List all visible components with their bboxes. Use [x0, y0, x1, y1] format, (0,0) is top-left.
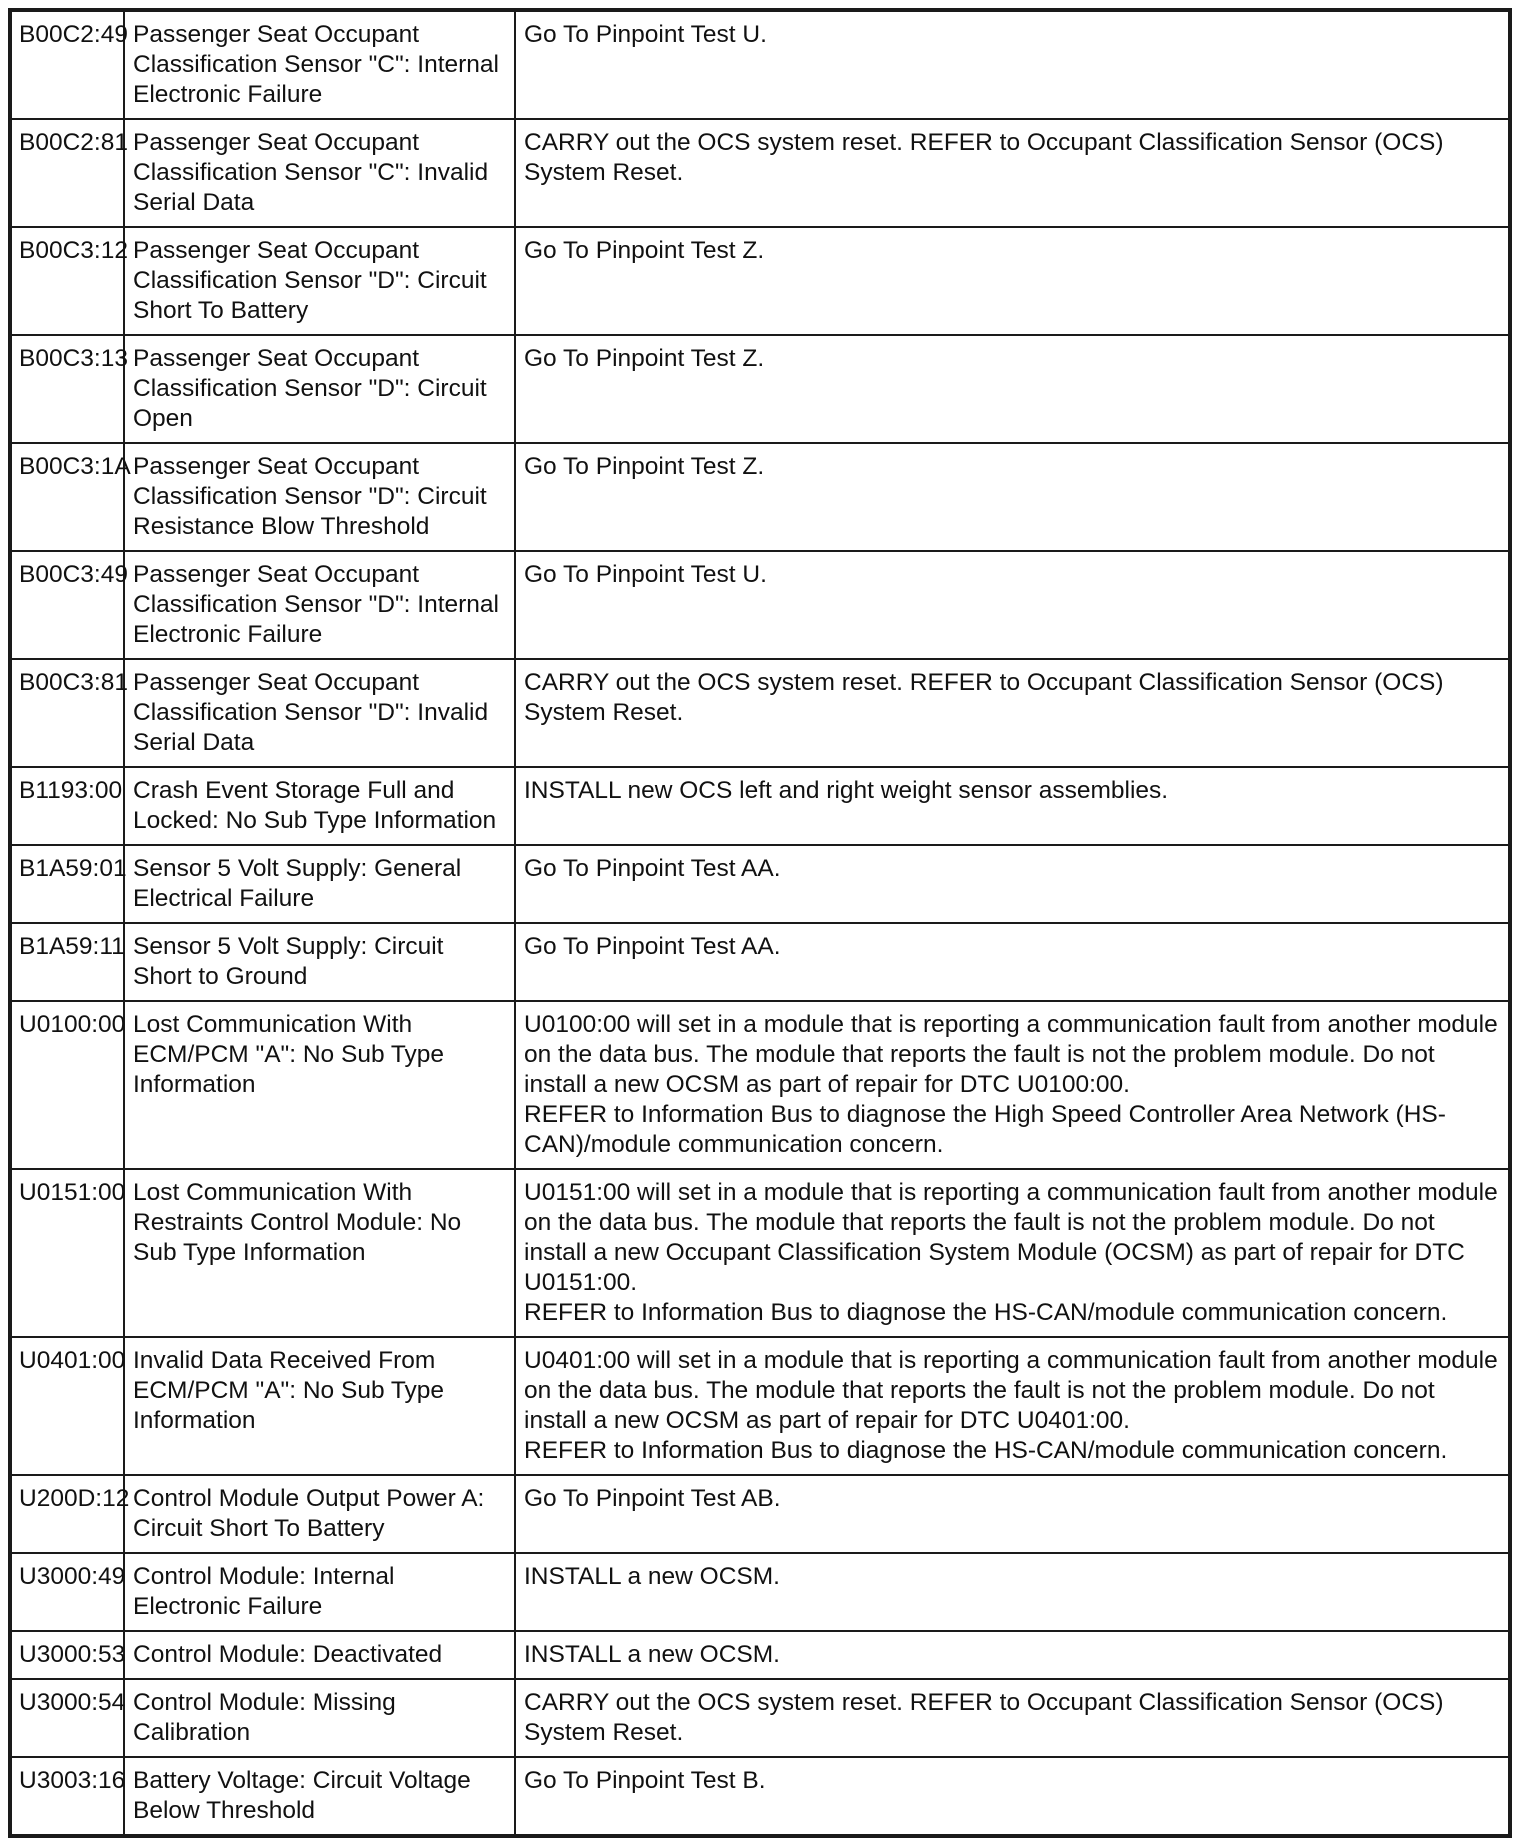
dtc-code-cell: B00C3:12 — [10, 227, 124, 335]
dtc-code-cell: U3003:16 — [10, 1757, 124, 1836]
table-row — [10, 335, 1510, 443]
dtc-code-cell: B00C2:49 — [10, 10, 124, 119]
table-row — [10, 923, 1510, 1001]
dtc-description-cell: Lost Communication With Restraints Control Module: No Sub Type Information — [124, 1169, 515, 1337]
dtc-description-cell: Passenger Seat Occupant Classification Sensor "D": Invalid Serial Data — [124, 659, 515, 767]
dtc-description-cell: Sensor 5 Volt Supply: Circuit Short to Ground — [124, 923, 515, 1001]
table-row — [10, 1553, 1510, 1631]
dtc-code-cell: B00C3:1A — [10, 443, 124, 551]
dtc-action-cell: INSTALL a new OCSM. — [515, 1553, 1510, 1631]
dtc-description-cell: Passenger Seat Occupant Classification Sensor "C": Invalid Serial Data — [124, 119, 515, 227]
table-row — [10, 1337, 1510, 1475]
table-row — [10, 119, 1510, 227]
table-row — [10, 767, 1510, 845]
dtc-code-cell: U3000:49 — [10, 1553, 124, 1631]
table-row — [10, 551, 1510, 659]
dtc-code-cell: B00C3:13 — [10, 335, 124, 443]
dtc-action-cell: Go To Pinpoint Test AA. — [515, 923, 1510, 1001]
dtc-table — [8, 8, 1512, 1838]
dtc-code-cell: U0100:00 — [10, 1001, 124, 1169]
dtc-action-cell: Go To Pinpoint Test Z. — [515, 227, 1510, 335]
dtc-action-cell: Go To Pinpoint Test U. — [515, 551, 1510, 659]
table-row — [10, 1679, 1510, 1757]
dtc-action-cell: Go To Pinpoint Test U. — [515, 10, 1510, 119]
dtc-action-cell: CARRY out the OCS system reset. REFER to Occupant Classification Sensor (OCS) System Reset. — [515, 1679, 1510, 1757]
dtc-action-cell: U0401:00 will set in a module that is reporting a communication fault from another module on the data bus. The module that reports the fault is not the problem module. Do not install a new OCSM as part of repair for DTC U0401:00. REFER to Information Bus to diagnose the HS-CAN/module communication concern. — [515, 1337, 1510, 1475]
dtc-code-cell: B1A59:01 — [10, 845, 124, 923]
dtc-action-cell: INSTALL new OCS left and right weight sensor assemblies. — [515, 767, 1510, 845]
dtc-code-cell: U0401:00 — [10, 1337, 124, 1475]
dtc-code-cell: U3000:54 — [10, 1679, 124, 1757]
dtc-action-cell: INSTALL a new OCSM. — [515, 1631, 1510, 1679]
dtc-description-cell: Passenger Seat Occupant Classification Sensor "D": Circuit Resistance Blow Threshold — [124, 443, 515, 551]
dtc-description-cell: Crash Event Storage Full and Locked: No Sub Type Information — [124, 767, 515, 845]
dtc-action-cell: Go To Pinpoint Test Z. — [515, 443, 1510, 551]
dtc-code-cell: U0151:00 — [10, 1169, 124, 1337]
dtc-description-cell: Passenger Seat Occupant Classification Sensor "D": Internal Electronic Failure — [124, 551, 515, 659]
dtc-code-cell: B00C2:81 — [10, 119, 124, 227]
dtc-description-cell: Lost Communication With ECM/PCM "A": No Sub Type Information — [124, 1001, 515, 1169]
dtc-code-cell: B1A59:11 — [10, 923, 124, 1001]
dtc-description-cell: Control Module: Internal Electronic Failure — [124, 1553, 515, 1631]
table-row — [10, 845, 1510, 923]
dtc-action-cell: CARRY out the OCS system reset. REFER to Occupant Classification Sensor (OCS) System Reset. — [515, 659, 1510, 767]
table-row — [10, 1631, 1510, 1679]
table-row — [10, 443, 1510, 551]
table-row — [10, 1001, 1510, 1169]
dtc-code-cell: B00C3:49 — [10, 551, 124, 659]
dtc-table-body — [10, 10, 1510, 1836]
dtc-action-cell: U0100:00 will set in a module that is reporting a communication fault from another module on the data bus. The module that reports the fault is not the problem module. Do not install a new OCSM as part of repair for DTC U0100:00. REFER to Information Bus to diagnose the High Speed Controller Area Network (HS-CAN)/module communication concern. — [515, 1001, 1510, 1169]
table-row — [10, 1757, 1510, 1836]
dtc-description-cell: Passenger Seat Occupant Classification Sensor "D": Circuit Open — [124, 335, 515, 443]
dtc-action-cell: Go To Pinpoint Test Z. — [515, 335, 1510, 443]
table-row — [10, 659, 1510, 767]
dtc-action-cell: CARRY out the OCS system reset. REFER to Occupant Classification Sensor (OCS) System Reset. — [515, 119, 1510, 227]
dtc-action-cell: Go To Pinpoint Test AA. — [515, 845, 1510, 923]
table-row — [10, 10, 1510, 119]
dtc-description-cell: Passenger Seat Occupant Classification Sensor "C": Internal Electronic Failure — [124, 10, 515, 119]
dtc-description-cell: Control Module: Missing Calibration — [124, 1679, 515, 1757]
dtc-description-cell: Invalid Data Received From ECM/PCM "A": No Sub Type Information — [124, 1337, 515, 1475]
dtc-code-cell: U200D:12 — [10, 1475, 124, 1553]
dtc-code-cell: B1193:00 — [10, 767, 124, 845]
dtc-description-cell: Control Module Output Power A: Circuit Short To Battery — [124, 1475, 515, 1553]
dtc-action-cell: Go To Pinpoint Test AB. — [515, 1475, 1510, 1553]
dtc-description-cell: Passenger Seat Occupant Classification Sensor "D": Circuit Short To Battery — [124, 227, 515, 335]
table-row — [10, 227, 1510, 335]
table-row — [10, 1475, 1510, 1553]
dtc-description-cell: Control Module: Deactivated — [124, 1631, 515, 1679]
dtc-action-cell: Go To Pinpoint Test B. — [515, 1757, 1510, 1836]
dtc-description-cell: Sensor 5 Volt Supply: General Electrical Failure — [124, 845, 515, 923]
table-row — [10, 1169, 1510, 1337]
dtc-description-cell: Battery Voltage: Circuit Voltage Below Threshold — [124, 1757, 515, 1836]
dtc-code-cell: B00C3:81 — [10, 659, 124, 767]
dtc-code-cell: U3000:53 — [10, 1631, 124, 1679]
dtc-action-cell: U0151:00 will set in a module that is reporting a communication fault from another module on the data bus. The module that reports the fault is not the problem module. Do not install a new Occupant Classification System Module (OCSM) as part of repair for DTC U0151:00. REFER to Information Bus to diagnose the HS-CAN/module communication concern. — [515, 1169, 1510, 1337]
